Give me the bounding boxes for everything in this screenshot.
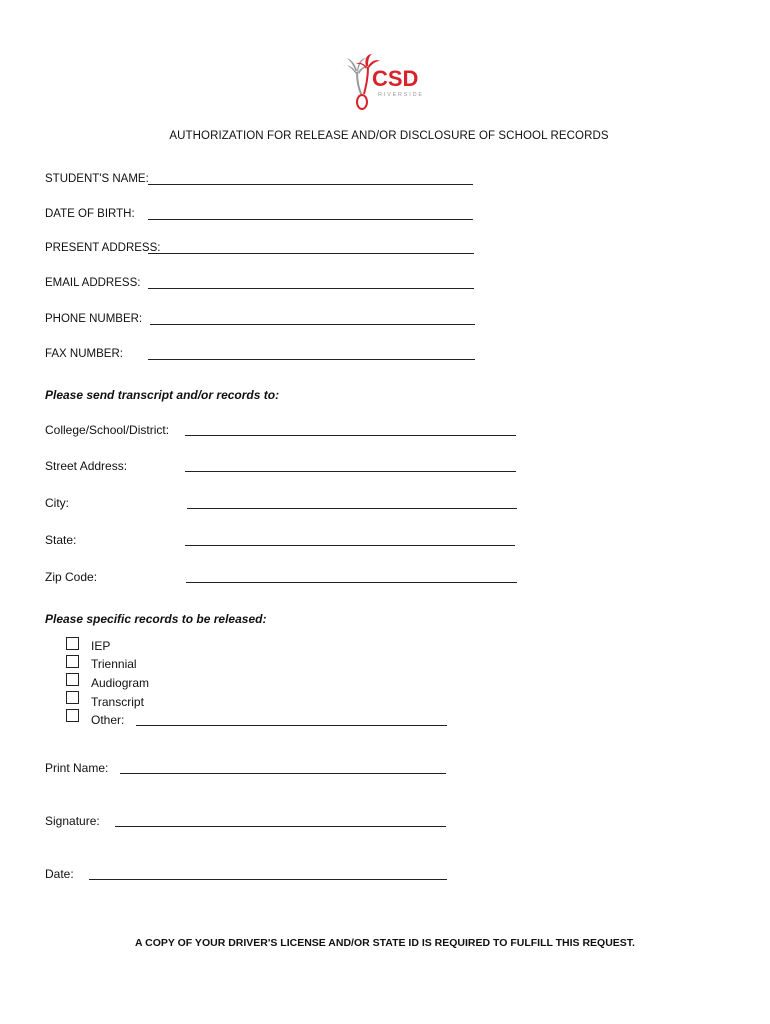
college-school-district-label: College/School/District:: [45, 423, 170, 437]
logo-subtext: RIVERSIDE: [378, 92, 424, 98]
street-address-field[interactable]: [185, 471, 516, 472]
fax-number-label: FAX NUMBER:: [45, 348, 123, 360]
present-address-label: PRESENT ADDRESS:: [45, 242, 161, 254]
date-of-birth-field[interactable]: [148, 219, 473, 220]
records-heading: Please specific records to be released:: [45, 612, 267, 626]
email-address-label: EMAIL ADDRESS:: [45, 277, 141, 289]
signature-field[interactable]: [115, 826, 446, 827]
other-field[interactable]: [136, 725, 447, 726]
street-address-label: Street Address:: [45, 459, 128, 473]
college-school-district-field[interactable]: [185, 435, 516, 436]
audiogram-label: Audiogram: [91, 676, 150, 690]
send-records-heading: Please send transcript and/or records to:: [45, 388, 280, 402]
audiogram-checkbox[interactable]: [66, 673, 79, 686]
zip-code-field[interactable]: [186, 582, 517, 583]
form-title: AUTHORIZATION FOR RELEASE AND/OR DISCLOSURE OF SCHOOL RECORDS: [169, 130, 609, 142]
iep-label: IEP: [91, 639, 111, 653]
transcript-label: Transcript: [91, 695, 144, 709]
zip-code-label: Zip Code:: [45, 570, 98, 584]
student-name-label: STUDENT'S NAME:: [45, 173, 149, 185]
fax-number-field[interactable]: [148, 359, 475, 360]
state-field[interactable]: [185, 545, 515, 546]
email-address-field[interactable]: [148, 288, 474, 289]
date-label: Date:: [45, 867, 74, 881]
phone-number-field[interactable]: [150, 324, 475, 325]
date-field[interactable]: [89, 879, 447, 880]
student-name-field[interactable]: [148, 184, 473, 185]
iep-checkbox[interactable]: [66, 637, 79, 650]
transcript-checkbox[interactable]: [66, 691, 79, 704]
print-name-field[interactable]: [120, 773, 446, 774]
other-label: Other:: [91, 713, 125, 727]
city-label: City:: [45, 496, 69, 510]
present-address-field[interactable]: [148, 253, 474, 254]
city-field[interactable]: [187, 508, 517, 509]
state-label: State:: [45, 533, 77, 547]
triennial-checkbox[interactable]: [66, 655, 79, 668]
phone-number-label: PHONE NUMBER:: [45, 313, 143, 325]
logo-text: CSD: [372, 66, 419, 91]
other-checkbox[interactable]: [66, 709, 79, 722]
print-name-label: Print Name:: [45, 761, 109, 775]
triennial-label: Triennial: [91, 657, 137, 671]
id-requirement-notice: A COPY OF YOUR DRIVER'S LICENSE AND/OR STATE ID IS REQUIRED TO FULFILL THIS REQUEST.: [135, 937, 635, 949]
date-of-birth-label: DATE OF BIRTH:: [45, 208, 135, 220]
signature-label: Signature:: [45, 814, 100, 828]
csd-riverside-logo: [342, 52, 428, 112]
